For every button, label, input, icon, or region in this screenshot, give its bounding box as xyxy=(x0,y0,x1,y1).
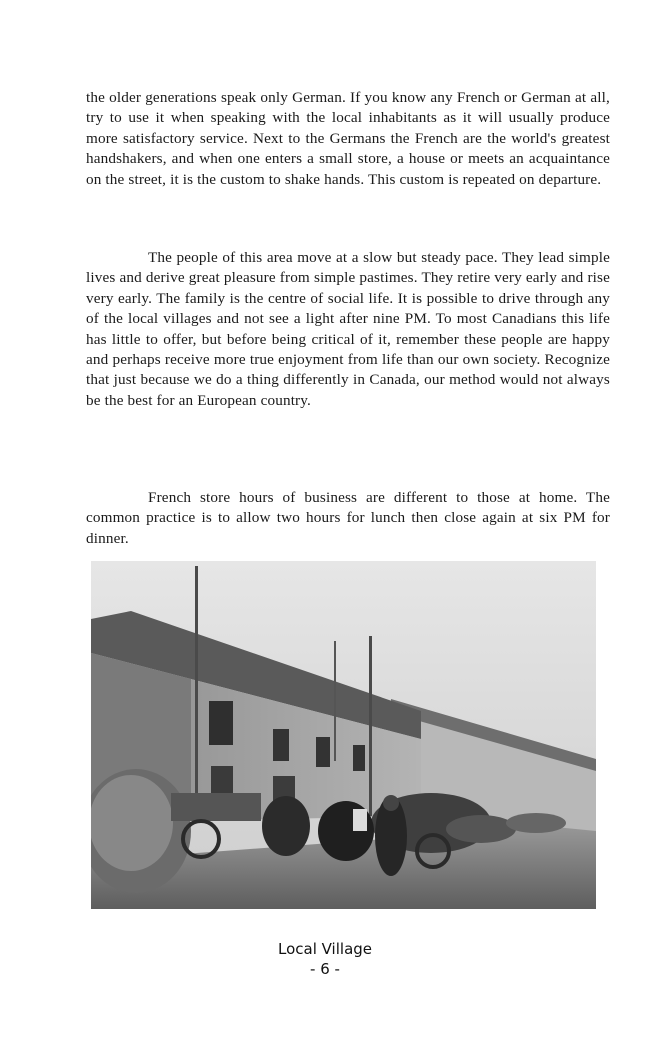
paragraph-2: The people of this area move at a slow but steady pace. They lead simple lives and derive great pleasure from simple pastimes. They retire very early and rise very early. The family is the centre of social life. It is possible to drive through any of the local villages and not see a light after nine PM. To most Canadians this life has little to offer, but before being critical of it, remember these people are happy and perhaps receive more true enjoyment from life than our own society. Recognize that just because we do a thing differently in Canada, our method would not always be the best for an European country. xyxy=(86,249,610,409)
paragraph-1: the older generations speak only German. If you know any French or German at all, try to use it when speaking with the local inhabitants as it will usually produce more satisfactory service. Next to the Germans the French are the world's greatest handshakers, and when one enters a small store, a house or meets an acquaintance on the street, it is the custom to shake hands. This custom is repeated on departure. xyxy=(86,89,610,188)
photo-caption: Local Village xyxy=(277,940,373,958)
village-photo xyxy=(91,561,596,909)
paragraph-3: French store hours of business are different to those at home. The common practice is to allow two hours for lunch then close again at six PM for dinner. xyxy=(86,489,610,547)
page-number: - 6 - xyxy=(310,960,340,978)
